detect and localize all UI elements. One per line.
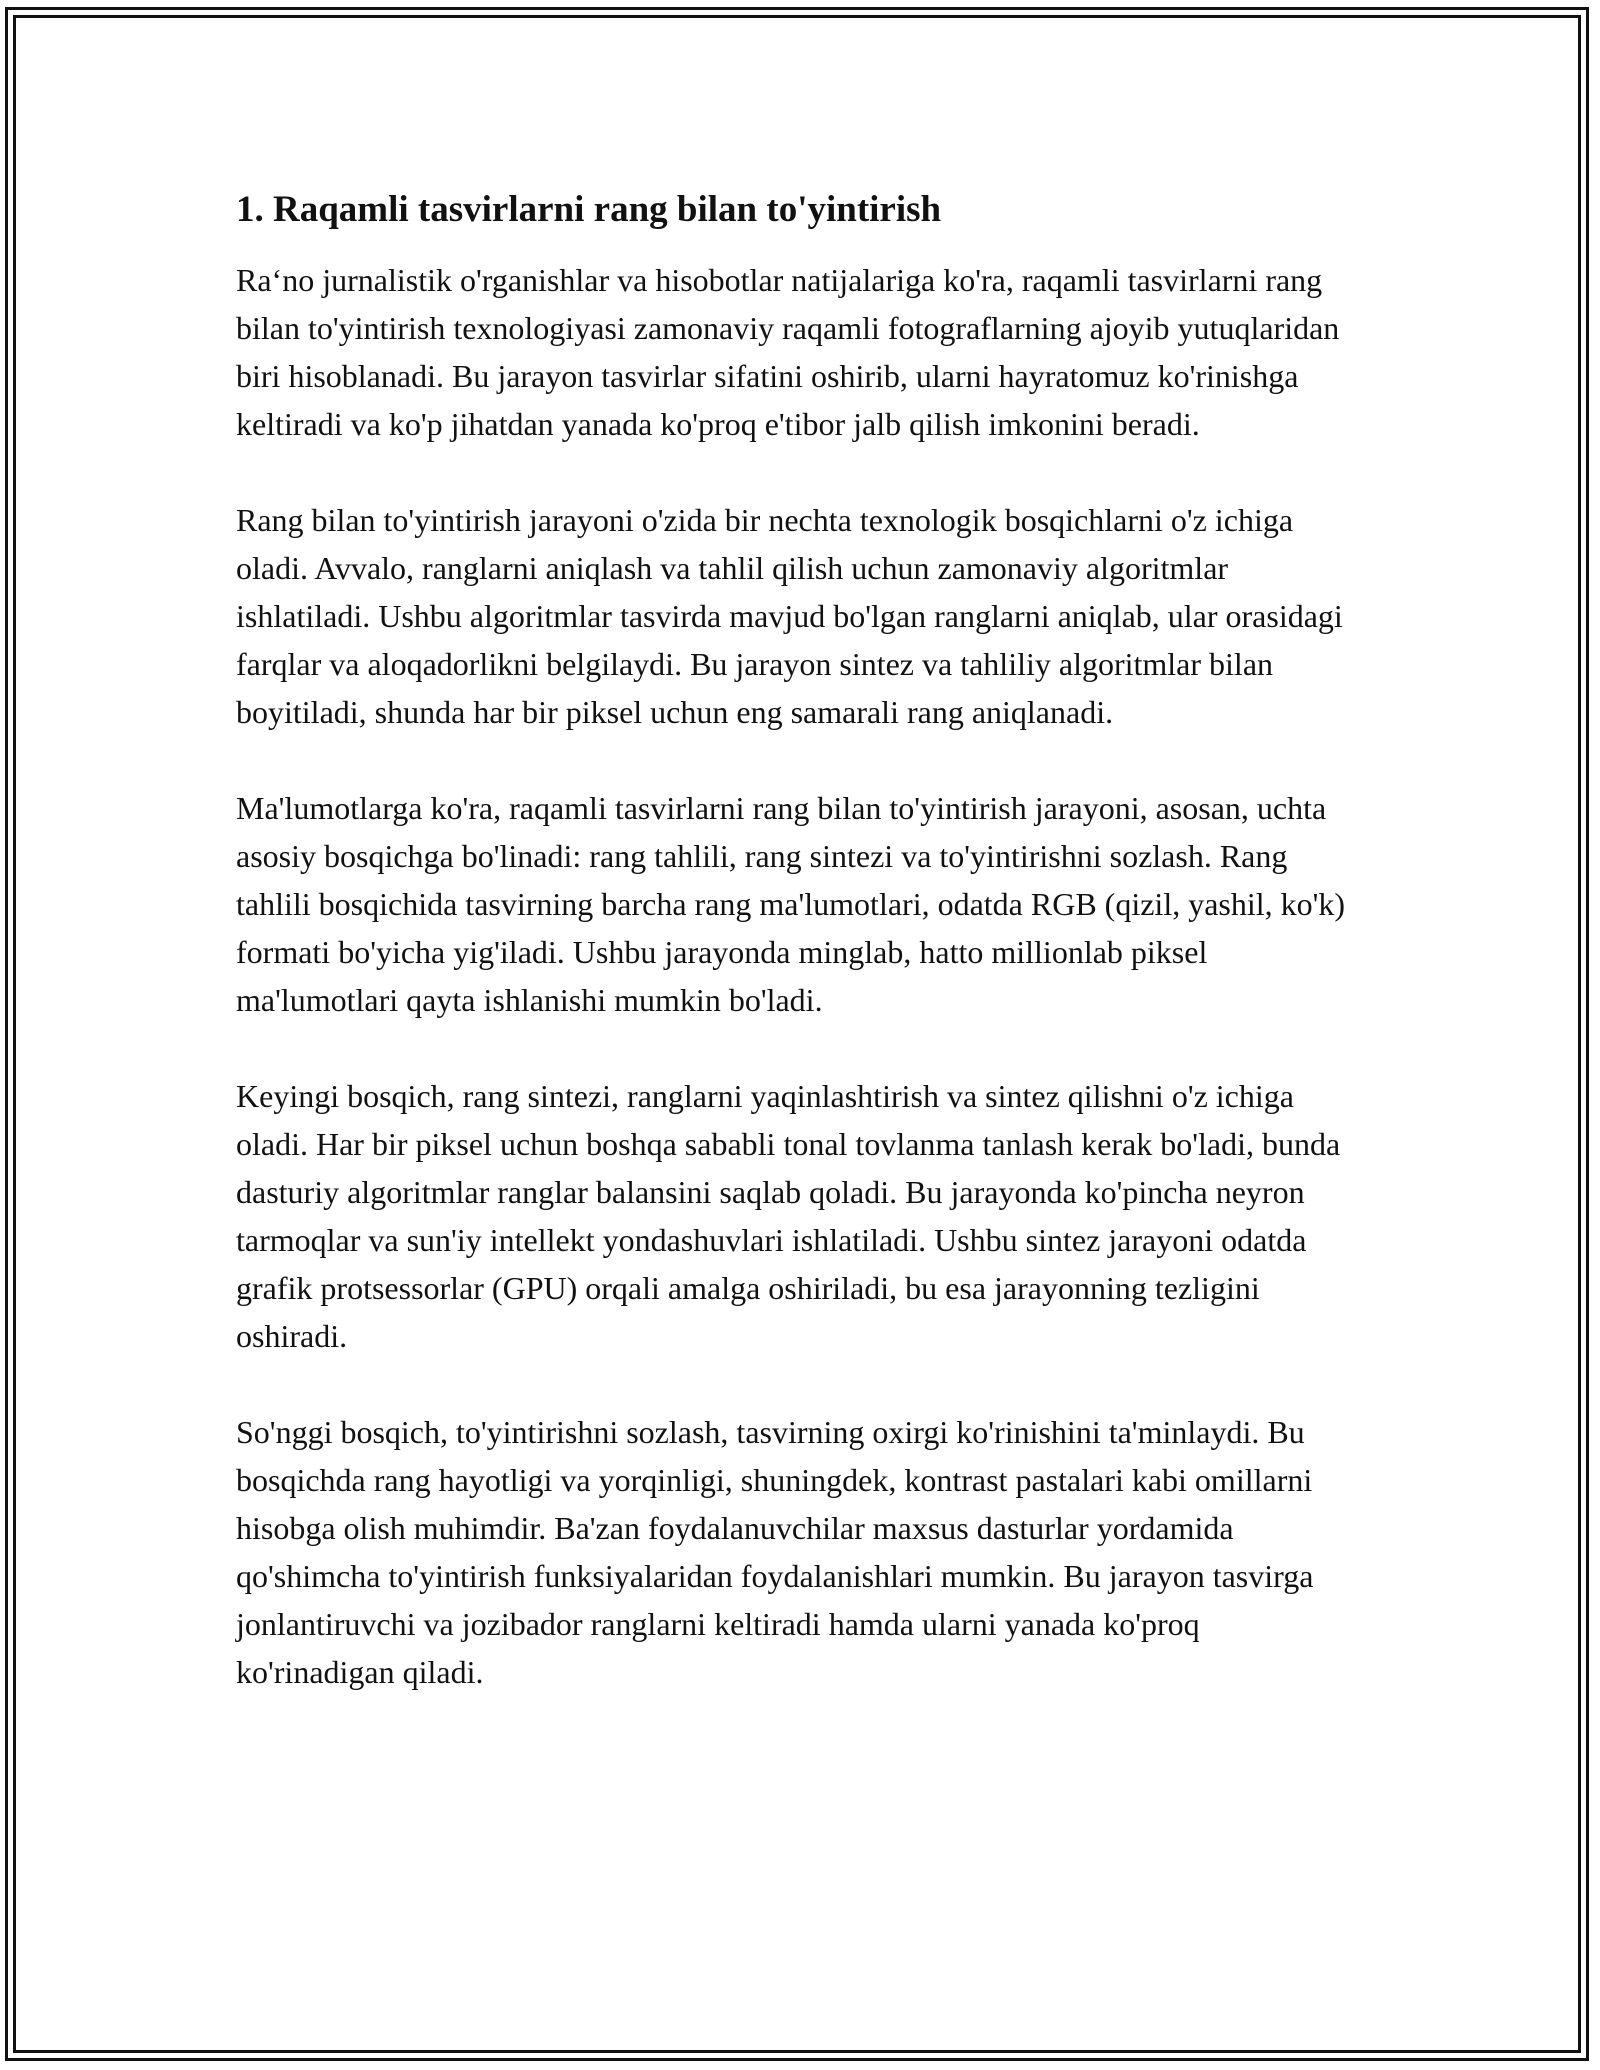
- paragraph-4: Keyingi bosqich, rang sintezi, ranglarni yaqinlashtirish va sintez qilishni o'z ichiga oladi. Har bir piksel uchun boshqa sababli tonal tovlanma tanlash kerak bo'ladi, bunda dasturiy algoritmlar ranglar balansini saqlab qoladi. Bu jarayonda ko'pincha neyron tarmoqlar va sun'iy intellekt yondashuvlari ishlatiladi. Ushbu sintez jarayoni odatda grafik protsessorlar (GPU) orqali amalga oshiriladi, bu esa jarayonning tezligini oshiradi.: [236, 1078, 1341, 1354]
- paragraph-2: Rang bilan to'yintirish jarayoni o'zida bir nechta texnologik bosqichlarni o'z ichiga oladi. Avvalo, ranglarni aniqlash va tahlil qilish uchun zamonaviy algoritmlar ishlatiladi. Ushbu algoritmlar tasvirda mavjud bo'lgan ranglarni aniqlab, ular orasidagi farqlar va aloqadorlikni belgilaydi. Bu jarayon sintez va tahliliy algoritmlar bilan boyitiladi, shunda har bir piksel uchun eng samarali rang aniqlanadi.: [236, 502, 1343, 730]
- paragraph-1: Ra‘no jurnalistik o'rganishlar va hisobotlar natijalariga ko'ra, raqamli tasvirlarni rang bilan to'yintirish texnologiyasi zamonaviy raqamli fotograflarning ajoyib yutuqlaridan biri hisoblanadi. Bu jarayon tasvirlar sifatini oshirib, ularni hayratomuz ko'rinishga keltiradi va ko'p jihatdan yanada ko'proq e'tibor jalb qilish imkonini beradi.: [236, 262, 1340, 442]
- document-body: [236, 186, 1366, 1696]
- document-title: 1. Raqamli tasvirlarni rang bilan to'yintirish: [236, 189, 942, 230]
- paragraph-3: Ma'lumotlarga ko'ra, raqamli tasvirlarni rang bilan to'yintirish jarayoni, asosan, uchta asosiy bosqichga bo'linadi: rang tahlili, rang sintezi va to'yintirishni sozlash. Rang tahlili bosqichida tasvirning barcha rang ma'lumotlari, odatda RGB (qizil, yashil, ko'k) formati bo'yicha yig'iladi. Ushbu jarayonda minglab, hatto millionlab piksel ma'lumotlari qayta ishlanishi mumkin bo'ladi.: [236, 790, 1346, 1018]
- paragraph-5: So'nggi bosqich, to'yintirishni sozlash, tasvirning oxirgi ko'rinishini ta'minlaydi. Bu bosqichda rang hayotligi va yorqinligi, shuningdek, kontrast pastalari kabi omillarni hisobga olish muhimdir. Ba'zan foydalanuvchilar maxsus dasturlar yordamida qo'shimcha to'yintirish funksiyalaridan foydalanishlari mumkin. Bu jarayon tasvirga jonlantiruvchi va jozibador ranglarni keltiradi hamda ularni yanada ko'proq ko'rinadigan qiladi.: [236, 1414, 1314, 1690]
